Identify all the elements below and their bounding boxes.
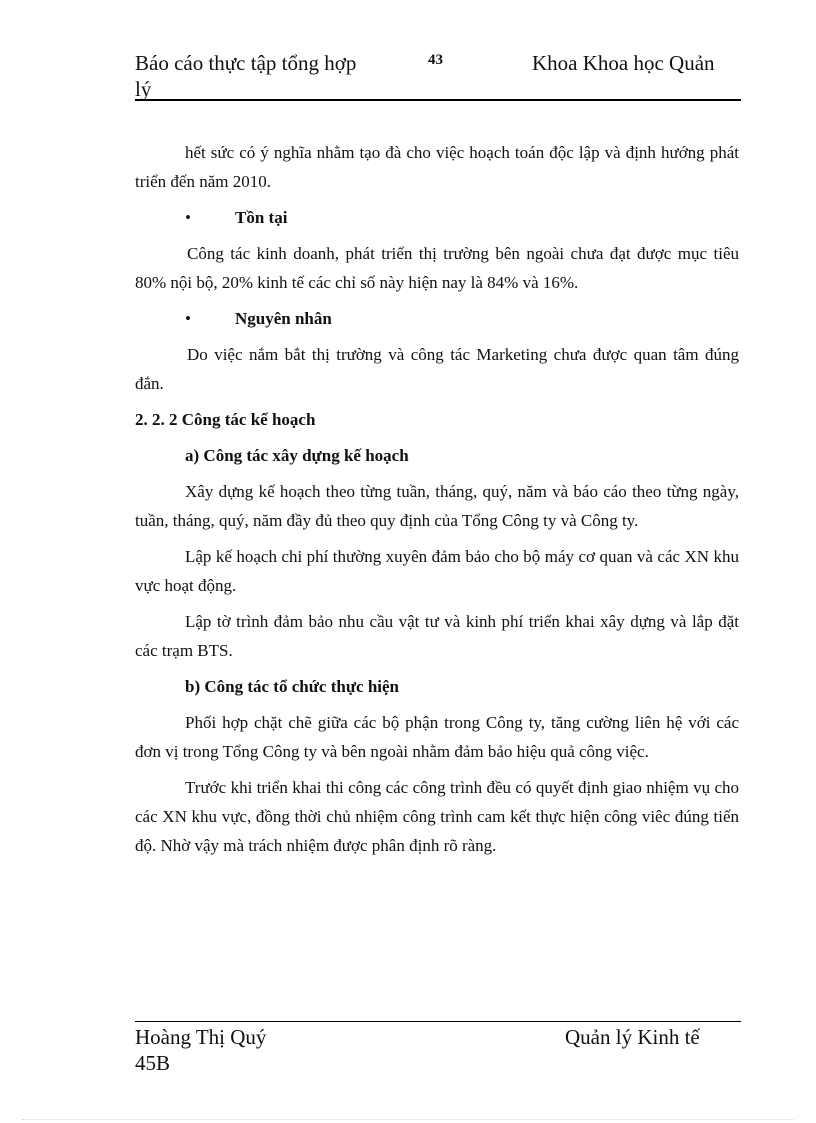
paragraph: Phối hợp chặt chẽ giữa các bộ phận trong Công ty, tăng cường liên hệ với các đơn vị trong Tổng Công ty và bên ngoài nhằm đảm bảo hiệu quả công việc. xyxy=(135,713,739,761)
paragraph: Công tác kinh doanh, phát triển thị trường bên ngoài chưa đạt được mục tiêu 80% nội bộ, 20% kinh tế các chỉ số này hiện nay là 84% và 16%. xyxy=(135,244,739,292)
paragraph: Do việc nắm bắt thị trường và công tác Marketing chưa được quan tâm đúng đắn. xyxy=(135,345,739,393)
footer-author-name: Hoàng Thị Quý xyxy=(135,1025,267,1049)
bullet-heading-ton-tai xyxy=(135,203,739,232)
bullet-icon: • xyxy=(185,208,191,227)
footer-divider xyxy=(135,1021,741,1022)
footer-author xyxy=(135,1024,266,1076)
header-report-title-line2: lý xyxy=(135,77,152,101)
bullet-icon: • xyxy=(185,309,191,328)
subsection-heading-a: a) Công tác xây dựng kế hoạch xyxy=(185,446,409,465)
paragraph: Xây dựng kế hoạch theo từng tuần, tháng, quý, năm và báo cáo theo từng ngày, tuần, tháng, quý, năm đầy đủ theo quy định của Tổng Công ty và Công ty. xyxy=(135,482,739,530)
section-heading: 2. 2. 2 Công tác kế hoạch xyxy=(135,410,316,429)
bullet-label: Nguyên nhân xyxy=(235,309,332,328)
document-body xyxy=(135,138,739,867)
header-faculty: Khoa Khoa học Quản xyxy=(532,51,715,75)
bullet-label: Tồn tại xyxy=(235,208,288,227)
page-number: 43 xyxy=(428,52,443,68)
header-divider xyxy=(135,99,741,101)
page-bottom-edge xyxy=(22,1119,794,1120)
footer-author-class: 45B xyxy=(135,1051,171,1075)
subsection-heading-b: b) Công tác tổ chức thực hiện xyxy=(185,677,400,696)
paragraph: hết sức có ý nghĩa nhằm tạo đà cho việc hoạch toán độc lập và định hướng phát triển đến năm 2010. xyxy=(135,143,739,191)
header-report-title-line1: Báo cáo thực tập tổng hợp xyxy=(135,51,357,75)
bullet-heading-nguyen-nhan xyxy=(135,304,739,333)
header-report-title xyxy=(135,50,385,102)
footer-major: Quản lý Kinh tế xyxy=(565,1025,700,1049)
paragraph: Lập kế hoạch chi phí thường xuyên đảm bảo cho bộ máy cơ quan và các XN khu vực hoạt động. xyxy=(135,547,739,595)
paragraph: Lập tờ trình đảm bảo nhu cầu vật tư và kinh phí triển khai xây dựng và lắp đặt các trạm BTS. xyxy=(135,612,739,660)
paragraph: Trước khi triển khai thi công các công trình đều có quyết định giao nhiệm vụ cho các XN khu vực, đồng thời chủ nhiệm công trình cam kết thực hiện công viêc đúng tiến độ. Nhờ vậy mà trách nhiệm được phân định rõ ràng. xyxy=(135,778,739,855)
